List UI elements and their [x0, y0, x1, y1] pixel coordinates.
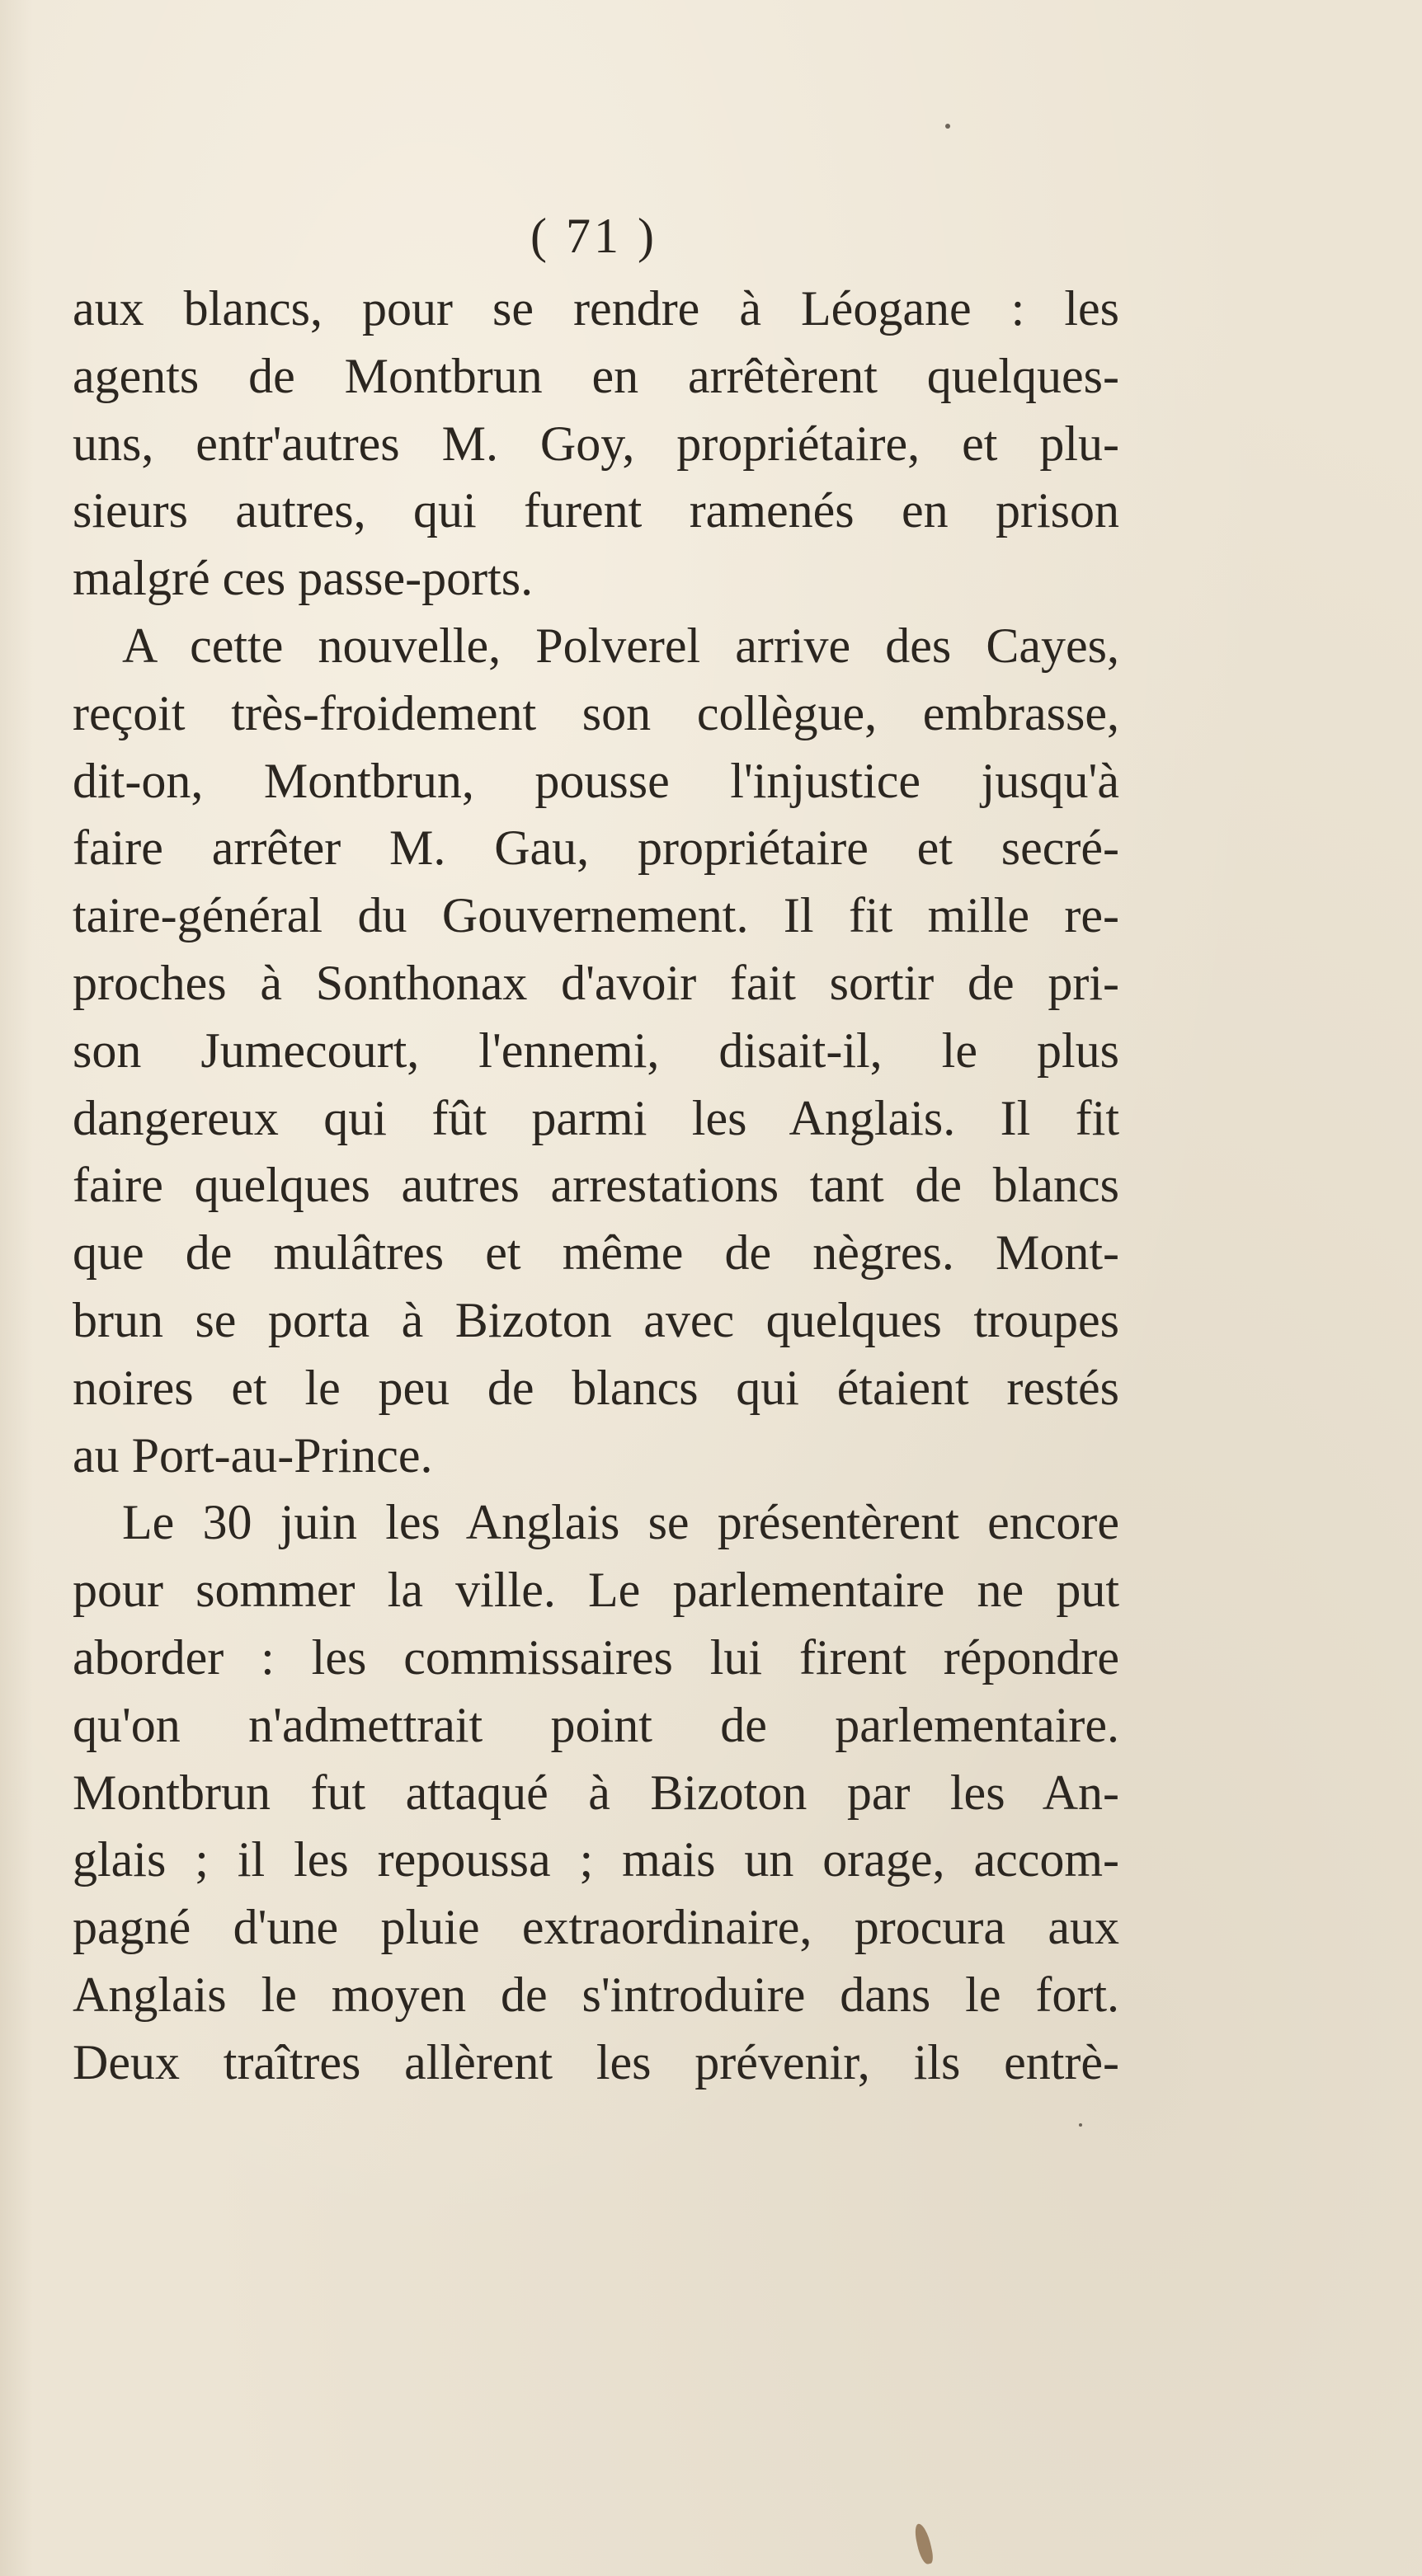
text-line: uns, entr'autres M. Goy, propriétaire, et plu- — [73, 416, 1119, 471]
text-line: malgré ces passe-ports. — [73, 551, 534, 606]
text-line: faire quelques autres arrestations tant de blancs — [73, 1158, 1119, 1213]
ink-speck — [1079, 2123, 1082, 2127]
text-line: son Jumecourt, l'ennemi, disait-il, le plus — [73, 1022, 1119, 1078]
text-line: qu'on n'admettrait point de parlementaire. — [73, 1697, 1119, 1752]
text-line: aborder : les commissaires lui firent répondre — [73, 1630, 1119, 1685]
text-line: que de mulâtres et même de nègres. Mont- — [73, 1225, 1119, 1281]
text-line: noires et le peu de blancs qui étaient restés — [73, 1360, 1119, 1415]
text-line: au Port-au-Prince. — [73, 1427, 433, 1483]
text-line: agents de Montbrun en arrêtèrent quelques- — [73, 348, 1119, 403]
text-line: reçoit très-froidement son collègue, embrasse, — [73, 685, 1119, 740]
text-line: Anglais le moyen de s'introduire dans le fort. — [73, 1967, 1119, 2022]
text-line: pour sommer la ville. Le parlementaire ne put — [73, 1563, 1119, 1618]
text-line: Le 30 juin les Anglais se présentèrent encore — [122, 1495, 1119, 1550]
text-line: proches à Sonthonax d'avoir fait sortir de pri- — [73, 956, 1119, 1010]
ink-speck — [945, 124, 950, 129]
text-line: Montbrun fut attaqué à Bizoton par les An- — [73, 1765, 1119, 1820]
text-line: glais ; il les repoussa ; mais un orage, accom- — [73, 1832, 1119, 1887]
text-line: A cette nouvelle, Polverel arrive des Cayes, — [122, 618, 1119, 673]
text-line: faire arrêter M. Gau, propriétaire et secré- — [73, 820, 1119, 876]
paper-stain — [913, 2522, 935, 2565]
text-line: pagné d'une pluie extraordinaire, procura aux — [73, 1900, 1119, 1955]
text-line: Deux traîtres allèrent les prévenir, ils entrè- — [73, 2034, 1119, 2089]
text-line: sieurs autres, qui furent ramenés en prison — [73, 483, 1119, 538]
text-line: brun se porta à Bizoton avec quelques troupes — [73, 1293, 1119, 1347]
text-line: aux blancs, pour se rendre à Léogane : les — [73, 281, 1119, 336]
text-line: dit-on, Montbrun, pousse l'injustice jusqu'à — [73, 753, 1119, 808]
text-line: taire-général du Gouvernement. Il fit mille re- — [73, 888, 1119, 943]
text-line: dangereux qui fût parmi les Anglais. Il fit — [73, 1090, 1119, 1145]
page-number: ( 71 ) — [530, 209, 657, 263]
